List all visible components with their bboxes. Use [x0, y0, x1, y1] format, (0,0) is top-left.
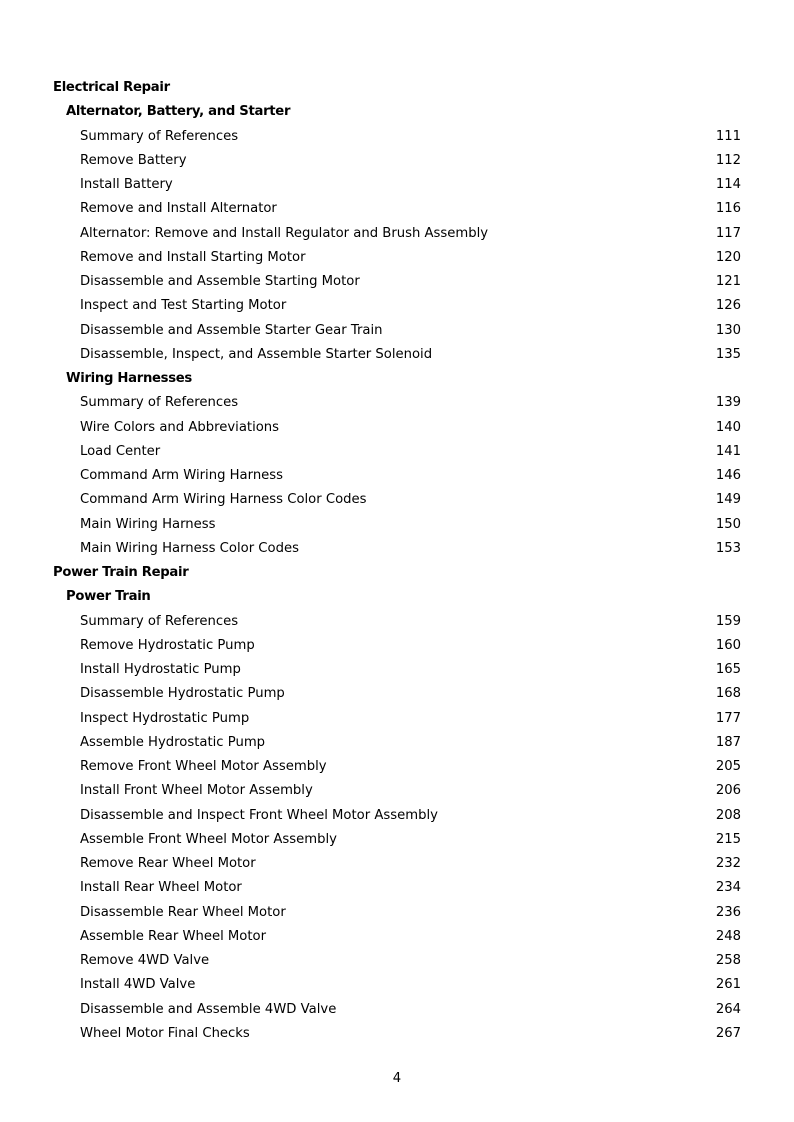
toc-entry-title: Command Arm Wiring Harness Color Codes — [80, 492, 367, 508]
toc-section — [0, 561, 794, 585]
toc-entry[interactable] — [0, 222, 794, 246]
toc-entry[interactable] — [0, 682, 794, 706]
toc-page-number: 258 — [715, 953, 741, 968]
toc-page-number: 121 — [715, 274, 741, 289]
toc-page-number: 267 — [715, 1025, 741, 1041]
toc-section — [0, 76, 794, 100]
toc-page-number: 150 — [715, 516, 741, 532]
toc-entry-title: Inspect Hydrostatic Pump — [80, 710, 250, 726]
toc-entry-title: Assemble Front Wheel Motor Assembly — [80, 831, 337, 847]
toc-entry[interactable] — [0, 1022, 794, 1046]
toc-entry-title: Install Front Wheel Motor Assembly — [80, 783, 313, 799]
toc-page-number: 177 — [715, 710, 741, 726]
toc-subsection-title: Wiring Harnesses — [66, 371, 192, 386]
toc-entry[interactable] — [0, 149, 794, 173]
toc-page-number: 111 — [715, 128, 741, 144]
toc-entry-title: Remove Battery — [80, 152, 187, 168]
toc-entry[interactable] — [0, 416, 794, 440]
toc-page-number: 208 — [715, 807, 741, 823]
toc-entry[interactable] — [0, 610, 794, 634]
toc-entry[interactable] — [0, 464, 794, 488]
toc-page-number: 149 — [715, 492, 741, 508]
toc-entry[interactable] — [0, 949, 794, 973]
toc-page-number: 112 — [715, 152, 741, 168]
toc-entry[interactable] — [0, 125, 794, 149]
toc-page-number: 117 — [715, 225, 741, 241]
toc-page-number: 206 — [715, 783, 741, 799]
toc-page-number: 130 — [715, 322, 741, 338]
toc-entry-title: Summary of References — [80, 395, 239, 411]
toc-entry-title: Disassemble and Inspect Front Wheel Motor Assembly — [80, 807, 438, 823]
toc-entry[interactable] — [0, 246, 794, 270]
toc-entry-title: Disassemble Hydrostatic Pump — [80, 686, 285, 702]
toc-page-number: 153 — [715, 540, 741, 556]
toc-entry[interactable] — [0, 998, 794, 1022]
toc-entry[interactable] — [0, 197, 794, 221]
toc-entry-title: Disassemble and Assemble 4WD Valve — [80, 1001, 337, 1017]
toc-page-number: 160 — [715, 637, 741, 653]
toc-page-number: 114 — [715, 177, 741, 192]
toc-entry-title: Install Battery — [80, 177, 173, 192]
toc-entry[interactable] — [0, 537, 794, 561]
toc-entry[interactable] — [0, 731, 794, 755]
toc-entry[interactable] — [0, 488, 794, 512]
toc-entry-title: Alternator: Remove and Install Regulator and Brush Assembly — [80, 225, 489, 241]
toc-entry[interactable] — [0, 828, 794, 852]
toc-page-number: 168 — [715, 686, 741, 702]
toc-entry-title: Remove Front Wheel Motor Assembly — [80, 759, 327, 774]
toc-entry-title: Remove and Install Starting Motor — [80, 249, 306, 265]
toc-entry-title: Assemble Hydrostatic Pump — [80, 734, 266, 750]
toc-entry[interactable] — [0, 658, 794, 682]
toc-section-title: Power Train Repair — [53, 565, 189, 580]
toc-page-number: 116 — [715, 201, 741, 217]
toc-page-number: 159 — [715, 613, 741, 629]
toc-subsection — [0, 367, 794, 391]
toc-entry[interactable] — [0, 804, 794, 828]
toc-page-number: 234 — [715, 880, 741, 896]
toc-page-number: 126 — [715, 298, 741, 314]
toc-entry[interactable] — [0, 343, 794, 367]
toc-entry[interactable] — [0, 634, 794, 658]
toc-subsection-title: Alternator, Battery, and Starter — [66, 104, 291, 120]
toc-page-number: 264 — [715, 1001, 741, 1017]
toc-entry-title: Disassemble and Assemble Starting Motor — [80, 274, 360, 289]
toc-entry-title: Remove and Install Alternator — [80, 201, 277, 217]
toc-entry-title: Disassemble Rear Wheel Motor — [80, 904, 286, 920]
toc-entry-title: Main Wiring Harness — [80, 516, 216, 532]
toc-entry-title: Disassemble and Assemble Starter Gear Train — [80, 322, 383, 338]
toc-subsection-title: Power Train — [66, 589, 151, 605]
toc-entry[interactable] — [0, 925, 794, 949]
toc-entry[interactable] — [0, 173, 794, 197]
toc-page-number: 140 — [715, 419, 741, 435]
toc-entry-title: Remove Hydrostatic Pump — [80, 637, 255, 653]
toc-entry-title: Remove 4WD Valve — [80, 953, 210, 968]
toc-entry[interactable] — [0, 901, 794, 925]
toc-entry[interactable] — [0, 779, 794, 803]
toc-entry-title: Disassemble, Inspect, and Assemble Starter Solenoid — [80, 346, 433, 362]
toc-subsection — [0, 100, 794, 124]
toc-page-number: 141 — [715, 443, 741, 459]
toc-page-number: 146 — [715, 468, 741, 483]
toc-entry-title: Assemble Rear Wheel Motor — [80, 928, 267, 944]
toc-entry[interactable] — [0, 513, 794, 537]
toc-page-number: 120 — [715, 249, 741, 265]
toc-section-title: Electrical Repair — [53, 80, 170, 95]
toc-page-number: 215 — [715, 831, 741, 847]
toc-entry[interactable] — [0, 707, 794, 731]
toc-subsection — [0, 585, 794, 609]
toc-entry[interactable] — [0, 391, 794, 415]
toc-page-number: 135 — [715, 346, 741, 362]
toc-entry[interactable] — [0, 755, 794, 779]
toc-page-number: 232 — [715, 856, 741, 871]
toc-entry-title: Install 4WD Valve — [80, 977, 196, 993]
toc-entry[interactable] — [0, 440, 794, 464]
toc-entry-title: Main Wiring Harness Color Codes — [80, 540, 299, 556]
toc-entry-title: Command Arm Wiring Harness — [80, 468, 284, 483]
toc-entry-title: Wire Colors and Abbreviations — [80, 419, 280, 435]
toc-page-number: 261 — [715, 977, 741, 993]
toc-page-number: 165 — [715, 662, 741, 677]
table-of-contents — [0, 76, 794, 1046]
toc-page-number: 139 — [715, 395, 741, 411]
toc-entry[interactable] — [0, 973, 794, 997]
toc-entry-title: Inspect and Test Starting Motor — [80, 298, 287, 314]
toc-entry[interactable] — [0, 270, 794, 294]
toc-entry-title: Wheel Motor Final Checks — [80, 1025, 250, 1041]
toc-entry-title: Remove Rear Wheel Motor — [80, 856, 256, 871]
toc-entry[interactable] — [0, 876, 794, 900]
toc-entry-title: Load Center — [80, 443, 161, 459]
toc-entry-title: Summary of References — [80, 613, 239, 629]
toc-entry[interactable] — [0, 294, 794, 318]
page-number: 4 — [392, 1071, 402, 1086]
toc-page-number: 187 — [715, 734, 741, 750]
toc-page-number: 248 — [715, 928, 741, 944]
toc-entry-title: Summary of References — [80, 128, 239, 144]
toc-entry-title: Install Rear Wheel Motor — [80, 880, 242, 896]
toc-entry[interactable] — [0, 319, 794, 343]
toc-page-number: 236 — [715, 904, 741, 920]
toc-entry[interactable] — [0, 852, 794, 876]
toc-page-number: 205 — [715, 759, 741, 774]
toc-entry-title: Install Hydrostatic Pump — [80, 662, 241, 677]
